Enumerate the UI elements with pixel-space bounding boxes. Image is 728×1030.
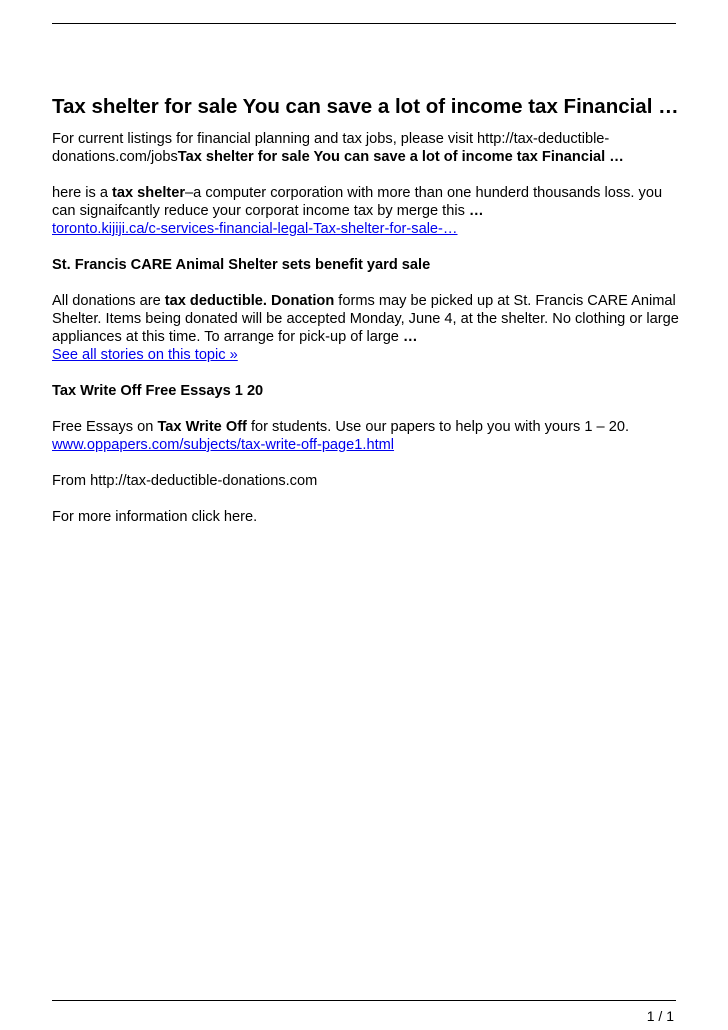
story1-text-2: –a computer corporation with more than one hunderd thousands loss. you can signaifcantly reduce your corporat income tax by merge this xyxy=(52,185,663,219)
document-body xyxy=(52,94,680,526)
footer-rule xyxy=(52,1000,676,1001)
story3-text-1: Free Essays on xyxy=(52,419,158,435)
story1-link[interactable]: toronto.kijiji.ca/c-services-financial-legal-Tax-shelter-for-sale-… xyxy=(52,221,458,237)
story2-text-2: forms may be picked up at St. Francis CARE Animal Shelter. Items being donated will be accepted Monday, June 4, at the shelter. No clothing or large appliances at this time. To arrange for pick-up of large xyxy=(52,293,679,345)
story2-ellipsis: … xyxy=(402,329,418,345)
story3-bold-1: Tax Write Off xyxy=(157,419,247,435)
page-title: Tax shelter for sale You can save a lot of income tax Financial … xyxy=(52,95,679,118)
story2-text-1: All donations are xyxy=(52,293,165,309)
more-info-line: For more information click here. xyxy=(52,509,258,525)
intro-bold: Tax shelter for sale You can save a lot of income tax Financial … xyxy=(177,149,624,165)
story3-paragraph xyxy=(52,418,680,454)
story2-paragraph xyxy=(52,292,680,364)
story1-text-1: here is a xyxy=(52,185,113,201)
header-rule xyxy=(52,23,676,24)
intro-text: For current listings for financial planning and tax jobs, please visit http://tax-deductible-donations.com/jobs xyxy=(52,131,610,165)
story3-text-2: for students. Use our papers to help you with yours 1 – 20. xyxy=(246,419,630,435)
story1-bold-1: tax shelter xyxy=(112,185,186,201)
story3-link[interactable]: www.oppapers.com/subjects/tax-write-off-page1.html xyxy=(52,437,395,453)
story1-paragraph xyxy=(52,184,680,238)
from-line: From http://tax-deductible-donations.com xyxy=(52,473,318,489)
story2-bold-1: tax deductible. Donation xyxy=(164,293,335,309)
page-number: 1 / 1 xyxy=(646,1008,674,1024)
story2-link[interactable]: See all stories on this topic » xyxy=(52,347,238,363)
story1-ellipsis: … xyxy=(468,203,484,219)
story3-heading: Tax Write Off Free Essays 1 20 xyxy=(52,383,264,399)
intro-paragraph xyxy=(52,130,680,166)
story2-heading: St. Francis CARE Animal Shelter sets benefit yard sale xyxy=(52,257,431,273)
